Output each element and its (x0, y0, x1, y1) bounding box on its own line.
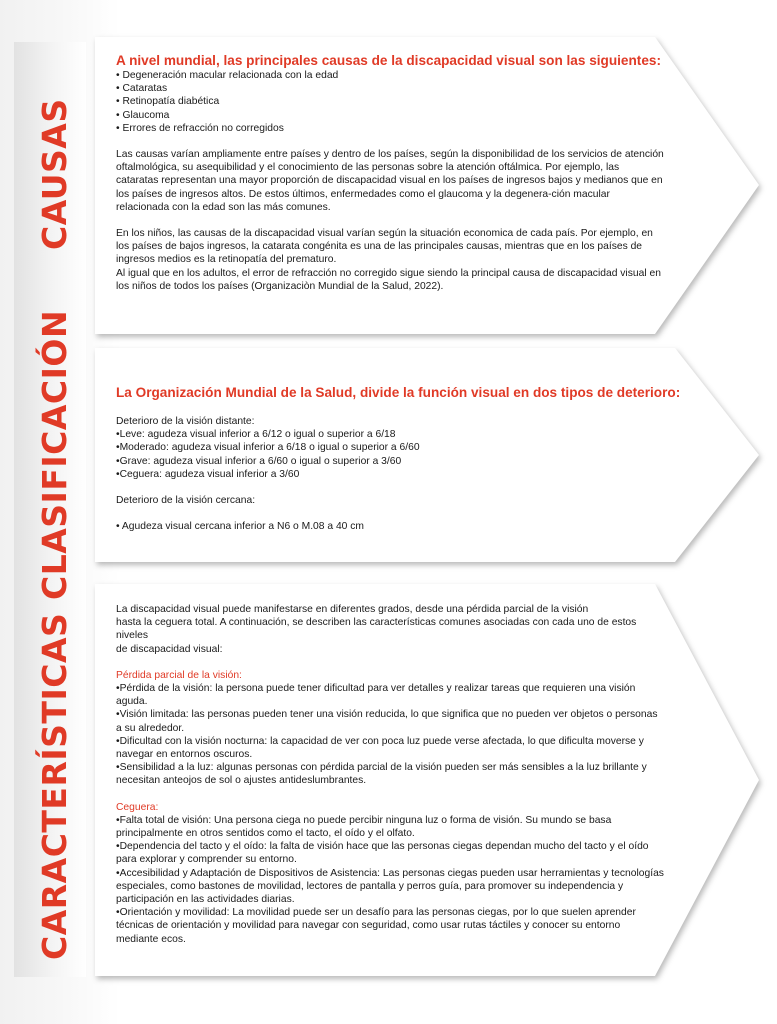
causas-panel (95, 37, 759, 334)
sidebar-label-causas: CAUSAS (35, 98, 74, 250)
list-item: •Orientación y movilidad: La movilidad puede ser un desafío para las personas ciegas, por lo que suelen aprender técnicas de orientación y movilidad para navegar con seguridad, como usar rutas táctiles y conocer su entorno mediante ecos. (116, 907, 636, 945)
list-item: • Glaucoma (116, 109, 170, 121)
list-item: •Moderado: agudeza visual inferior a 6/18 o igual o superior a 6/60 (116, 442, 420, 454)
cercana-list (116, 520, 696, 533)
caracteristicas-intro-line-1: La discapacidad visual puede manifestarse en diferentes grados, desde una pérdida parcial de la visión (116, 604, 589, 615)
ceguera-title: Ceguera: (116, 801, 159, 813)
list-item: •Accesibilidad y Adaptación de Dispositivos de Asistencia: Las personas ciegas pueden usar herramientas y tecnologías especiales, como bastones de movilidad, lectores de pantalla y perros guía, para promover su independencia y participación en las actividades diarias. (116, 867, 664, 906)
causas-paragraph-1: Las causas varían ampliamente entre países y dentro de los países, según la disponibilidad de los servicios de atención oftalmológica, su asequibilidad y el conocimiento de las personas sobre la atención oftálmica. Por ejemplo, las cataratas representan una mayor proporción de discapacidad visual en los países de ingresos bajos y medianos que en los países de ingresos altos. De estos últimos, enfermedades como el glaucoma y la degenera-ción macular relacionada con la edad son las más comunes. (116, 149, 664, 213)
list-item: • Degeneración macular relacionada con la edad (116, 70, 339, 81)
ceguera-list (116, 814, 664, 946)
perdida-list (116, 682, 664, 788)
sidebar-label-caracteristicas: CARACTERÍSTICAS (35, 612, 74, 960)
list-item: •Dificultad con la visión nocturna: la capacidad de ver con poca luz puede verse afectada, lo que dificulta moverse y navegar en entornos oscuros. (116, 735, 644, 761)
caracteristicas-panel (95, 584, 759, 976)
caracteristicas-intro-line-3: de discapacidad visual: (116, 643, 223, 655)
list-item: •Grave: agudeza visual inferior a 6/60 o igual o superior a 3/60 (116, 455, 402, 467)
causas-paragraph-2: En los niños, las causas de la discapacidad visual varían según la situación economica de cada país. Por ejemplo, en los países de bajos ingresos, la catarata congénita es una de las principales causas, mientras que en los países de ingresos medios es la retinopatía del prematuro. (116, 228, 653, 266)
causas-list (116, 69, 664, 135)
clasificacion-panel (95, 348, 759, 562)
list-item: •Pérdida de la visión: la persona puede tener dificultad para ver detalles y realizar tareas que requieren una visión aguda. (116, 683, 636, 708)
distante-list (116, 428, 696, 481)
clasificacion-heading: La Organización Mundial de la Salud, divide la función visual en dos tipos de deterioro: (116, 385, 681, 400)
causas-heading: A nivel mundial, las principales causas de la discapacidad visual son las siguientes: (116, 53, 661, 68)
sidebar-label-clasificacion: CLASIFICACIÓN (35, 309, 74, 600)
distante-title: Deterioro de la visión distante: (116, 416, 255, 427)
causas-paragraph-3: Al igual que en los adultos, el error de refracción no corregido sigue siendo la principal causa de discapacidad visual en los niños de todos los países (Organizaciòn Mundial de la Salud, 2022). (116, 267, 661, 292)
list-item: • Errores de refracción no corregidos (116, 122, 284, 134)
caracteristicas-intro-line-2: hasta la ceguera total. A continuación, se describen las características comunes asociadas con cada uno de estos niveles (116, 617, 637, 642)
list-item: •Ceguera: agudeza visual inferior a 3/60 (116, 468, 300, 480)
perdida-title: Pérdida parcial de la visión: (116, 669, 242, 681)
list-item: •Sensibilidad a la luz: algunas personas con pérdida parcial de la visión pueden ser más sensibles a la luz brillante y necesitan anteojos de sol o ajustes antideslumbrantes. (116, 762, 647, 787)
list-item: •Visión limitada: las personas pueden tener una visión reducida, lo que significa que no pueden ver objetos o personas a su alrededor. (116, 709, 658, 734)
list-item: • Cataratas (116, 83, 168, 95)
list-item: • Agudeza visual cercana inferior a N6 o M.08 a 40 cm (116, 521, 364, 533)
list-item: •Falta total de visión: Una persona ciega no puede percibir ninguna luz o forma de visión. Su mundo se basa principalmente en otros sentidos como el tacto, el oído y el olfato. (116, 814, 612, 840)
list-item: • Retinopatía diabética (116, 96, 220, 108)
list-item: •Dependencia del tacto y el oído: la falta de visión hace que las personas ciegas dependan mucho del tacto y el oído para explorar y comprender su entorno. (116, 841, 649, 866)
cercana-title: Deterioro de la visión cercana: (116, 495, 256, 507)
list-item: •Leve: agudeza visual inferior a 6/12 o igual o superior a 6/18 (116, 429, 396, 441)
